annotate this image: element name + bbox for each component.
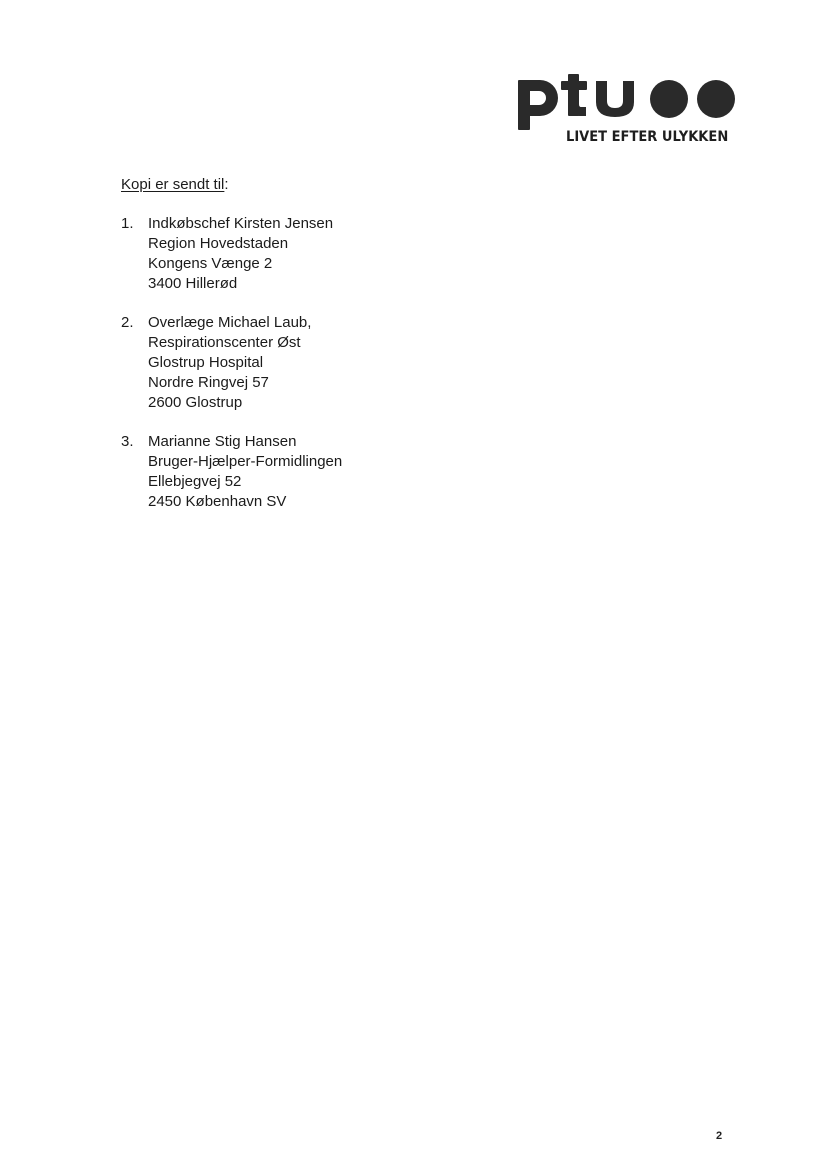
recipient-name: Overlæge Michael Laub, (148, 314, 312, 331)
recipient-organization: Region Hovedstaden (148, 235, 289, 252)
recipient-city: 2600 Glostrup (148, 394, 243, 411)
logo-tagline: LIVET EFTER ULYKKEN (566, 129, 729, 145)
heading-text: Kopi er sendt til (121, 176, 225, 193)
recipient-organization: Glostrup Hospital (148, 354, 264, 371)
page-number: 2 (716, 1130, 723, 1142)
ptu-logo (516, 72, 746, 152)
recipient-city: 2450 København SV (148, 493, 287, 510)
heading-colon: : (224, 176, 229, 193)
recipient-department: Respirationscenter Øst (148, 334, 301, 351)
recipient-address (148, 432, 342, 512)
recipient-number: 2. (121, 314, 134, 331)
recipient-number: 1. (121, 215, 134, 232)
recipient-name: Marianne Stig Hansen (148, 433, 297, 450)
recipient-address (148, 313, 311, 413)
recipient-street: Ellebjegvej 52 (148, 473, 242, 490)
recipient-street: Nordre Ringvej 57 (148, 374, 269, 391)
recipient-city: 3400 Hillerød (148, 275, 238, 292)
recipient-address (148, 214, 333, 294)
recipient-name: Indkøbschef Kirsten Jensen (148, 215, 334, 232)
recipient-organization: Bruger-Hjælper-Formidlingen (148, 453, 343, 470)
recipient-street: Kongens Vænge 2 (148, 255, 273, 272)
copy-sent-to-heading (121, 176, 229, 193)
recipient-number: 3. (121, 433, 134, 450)
ptu-logo-mark (516, 72, 746, 132)
